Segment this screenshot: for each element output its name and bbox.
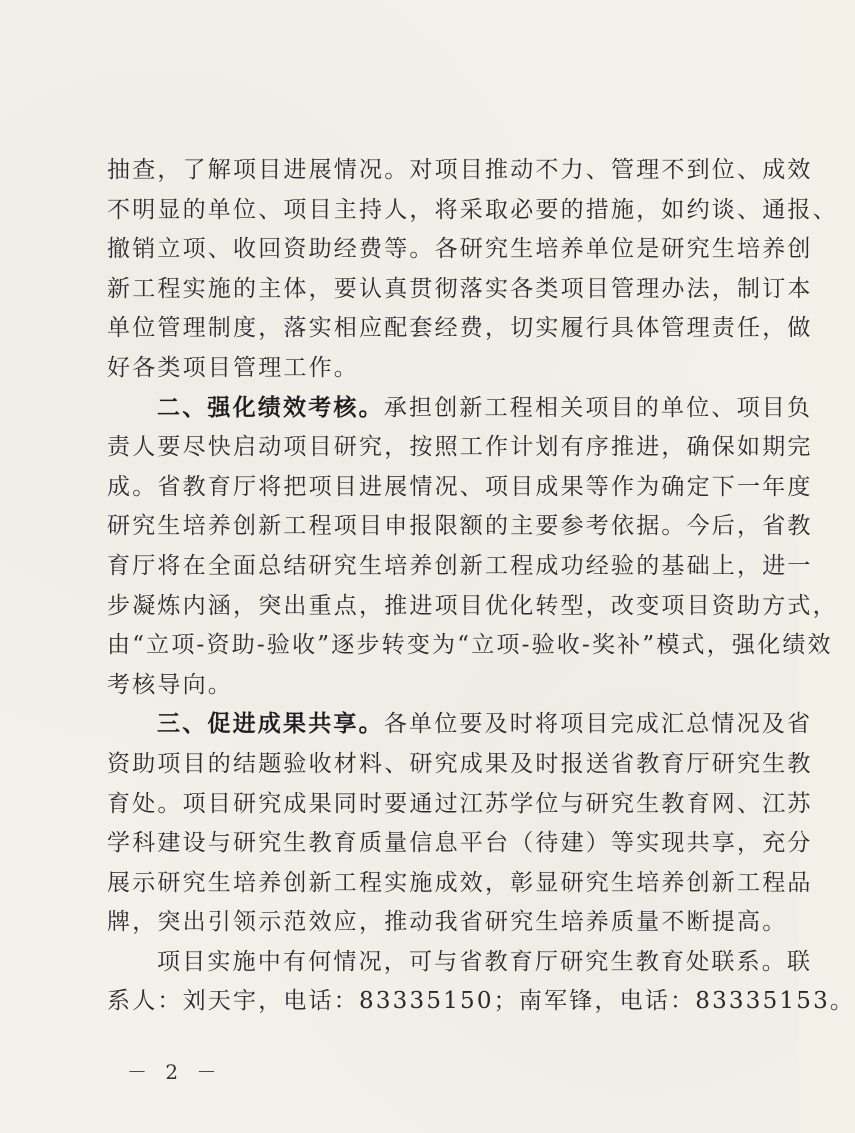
line-text: 责人要尽快启动项目研究，按照工作计划有序推进，确保如期完 — [107, 434, 813, 461]
line-text: 展示研究生培养创新工程实施成效，彰显研究生培养创新工程品 — [107, 869, 813, 896]
line-text: 不明显的单位、项目主持人，将采取必要的措施，如约谈、通报、 — [107, 196, 838, 223]
line-text: 步凝炼内涵，突出重点，推进项目优化转型，改变项目资助方式， — [107, 592, 838, 619]
line-text: 项目实施中有何情况，可与省教育厅研究生教育处联系。联 — [157, 948, 813, 975]
line-text: 研究生培养创新工程项目申报限额的主要参考依据。今后，省教 — [107, 513, 813, 540]
text-line — [107, 785, 813, 825]
line-text: 系人：刘天宇，电话：83335150；南军锋，电话：83335153。 — [107, 988, 855, 1015]
text-line — [107, 230, 813, 270]
text-line — [107, 468, 813, 508]
line-text: 考核导向。 — [107, 671, 233, 698]
text-line — [107, 191, 838, 231]
line-text: 由“立项-资助-验收”逐步转变为“立项-验收-奖补”模式，强化绩效 — [107, 632, 833, 659]
line-text: 撤销立项、收回资助经费等。各研究生培养单位是研究生培养创 — [107, 236, 813, 263]
text-line — [107, 547, 813, 587]
text-line — [107, 309, 813, 349]
text-line — [107, 943, 813, 983]
section-heading: 三、促进成果共享。 — [157, 711, 384, 738]
line-text: 新工程实施的主体，要认真贯彻落实各类项目管理办法，制订本 — [107, 275, 813, 302]
text-line — [107, 903, 788, 943]
line-text: 学科建设与研究生教育质量信息平台（待建）等实现共享，充分 — [107, 830, 813, 857]
line-text: 牌，突出引领示范效应，推动我省研究生培养质量不断提高。 — [107, 909, 788, 936]
line-text: 好各类项目管理工作。 — [107, 354, 359, 381]
line-text: 成。省教育厅将把项目进展情况、项目成果等作为确定下一年度 — [107, 473, 813, 500]
line-text: 抽查，了解项目进展情况。对项目推动不力、管理不到位、成效 — [107, 157, 813, 183]
section-heading: 二、强化绩效考核。 — [157, 394, 384, 421]
text-line — [107, 745, 813, 785]
line-text: 育处。项目研究成果同时要通过江苏学位与研究生教育网、江苏 — [107, 790, 813, 817]
line-text: 承担创新工程相关项目的单位、项目负 — [383, 394, 813, 421]
text-line — [107, 428, 813, 468]
text-line — [107, 151, 813, 191]
text-line — [107, 270, 813, 310]
text-line — [107, 507, 813, 547]
line-text: 单位管理制度，落实相应配套经费，切实履行具体管理责任，做 — [107, 315, 813, 342]
text-line — [107, 389, 813, 429]
text-line — [107, 349, 695, 389]
text-line — [107, 705, 813, 745]
line-text: 资助项目的结题验收材料、研究成果及时报送省教育厅研究生教 — [107, 750, 813, 777]
line-text: 育厅将在全面总结研究生培养创新工程成功经验的基础上，进一 — [107, 552, 813, 579]
text-line — [107, 824, 813, 864]
page-number: － 2 － — [127, 1060, 223, 1084]
text-line — [107, 982, 855, 1022]
document-body — [107, 151, 855, 1022]
text-line — [107, 864, 813, 904]
line-text: 各单位要及时将项目完成汇总情况及省 — [383, 711, 813, 738]
text-line — [107, 587, 838, 627]
text-line — [107, 626, 833, 666]
text-line — [107, 666, 695, 706]
